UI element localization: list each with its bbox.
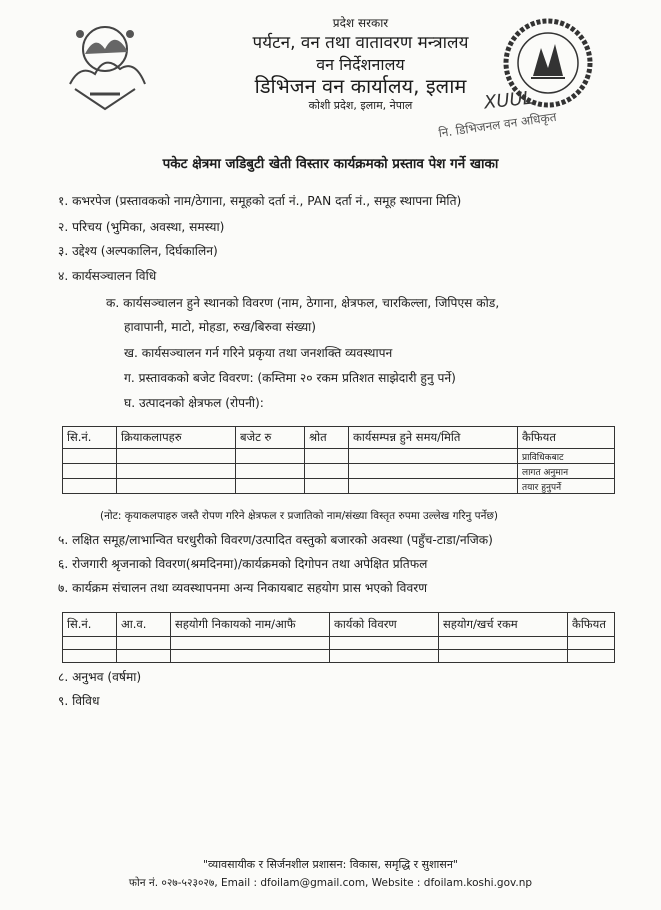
col-fiscal-year: आ.व. — [117, 613, 171, 637]
item-4-ka: क. कार्यसञ्चालन हुने स्थानको विवरण (नाम, ठेगाना, क्षेत्रफल, चारकिल्ला, जिपिएस कोड, — [106, 296, 500, 310]
item-4-kha: ख. कार्यसञ्चालन गर्न गरिने प्रकृया तथा जनशक्ति व्यवस्थापन — [124, 346, 393, 360]
item-4-ga: ग. प्रस्तावकको बजेट विवरण: (कम्तिमा २० रकम प्रतिशत साझेदारी हुनु पर्ने) — [124, 371, 456, 385]
item-6: ६. रोजगारी श्रृजनाको विवरण(श्रमदिनमा)/कार्यक्रमको दिगोपन तथा अपेक्षित प्रतिफल — [58, 557, 428, 571]
footer-slogan: "व्यावसायीक र सिर्जनशील प्रशासन: विकास, समृद्धि र सुशासन" — [203, 858, 458, 871]
signature: XUUL — [483, 87, 534, 114]
col-completion-date: कार्यसम्पन्न हुने समय/मिति — [349, 427, 518, 449]
col-remarks: कैफियत — [518, 427, 615, 449]
table-row — [63, 449, 615, 464]
remark-line-2: लागत अनुमान — [518, 464, 615, 479]
item-5: ५. लक्षित समूह/लाभान्वित घरधुरीको विवरण/उत्पादित वस्तुको बजारको अवस्था (पहुँच-टाडा/नजिक) — [58, 533, 493, 547]
col-remarks: कैफियत — [568, 613, 615, 637]
table-row — [63, 479, 615, 494]
col-support-agency: सहयोगी निकायको नाम/आफै — [171, 613, 330, 637]
item-4: ४. कार्यसञ्चालन विधि — [58, 269, 157, 283]
header-ministry: पर्यटन, वन तथा वातावरण मन्त्रालय — [252, 33, 469, 53]
item-4-gha: घ. उत्पादनको क्षेत्रफल (रोपनी): — [124, 396, 264, 410]
budget-table — [62, 426, 615, 494]
table-header-row — [63, 613, 615, 637]
item-3: ३. उद्देश्य (अल्पकालिन, दिर्घकालिन) — [58, 244, 218, 258]
header-office: डिभिजन वन कार्यालय, इलाम — [254, 74, 467, 98]
item-1: १. कभरपेज (प्रस्तावकको नाम/ठेगाना, समूहको दर्ता नं., PAN दर्ता नं., समूह स्थापना मिति) — [58, 194, 462, 208]
official-stamp: नि. डिभिजनल वन अधिकृत — [437, 109, 558, 141]
item-7: ७. कार्यक्रम संचालन तथा व्यवस्थापनमा अन्य निकायबाट सहयोग प्रास भएको विवरण — [58, 581, 428, 595]
col-activities: क्रियाकलापहरु — [117, 427, 236, 449]
table-header-row — [63, 427, 615, 449]
col-work-detail: कार्यको विवरण — [330, 613, 439, 637]
header-province: प्रदेश सरकार — [332, 16, 389, 30]
remark-line-3: तयार हुनुपर्ने — [518, 479, 615, 494]
note: (नोट: कृयाकलपाहरु जस्तै रोपण गरिने क्षेत्रफल र प्रजातिको नाम/संख्या विस्तृत रुपमा उल्लेख गरिनु पर्नेछ) — [100, 510, 498, 522]
col-budget: बजेट रु — [236, 427, 305, 449]
table-row — [63, 650, 615, 663]
table-row — [63, 464, 615, 479]
item-4-ka-cont: हावापानी, माटो, मोहडा, रुख/बिरुवा संख्या) — [124, 320, 317, 334]
col-source: श्रोत — [305, 427, 349, 449]
item-2: २. परिचय (भुमिका, अवस्था, समस्या) — [58, 220, 225, 234]
col-support-amount: सहयोग/खर्च रकम — [439, 613, 568, 637]
remark-line-1: प्राविधिकबाट — [518, 449, 615, 464]
col-sn: सि.नं. — [63, 427, 117, 449]
footer-contact: फोन नं. ०२७-५२३०२७, Email : dfoilam@gmail.com, Website : dfoilam.koshi.gov.np — [128, 877, 533, 889]
item-8: ८. अनुभव (वर्षमा) — [58, 670, 142, 684]
document-title: पकेट क्षेत्रमा जडिबुटी खेती विस्तार कार्यक्रमको प्रस्ताव पेश गर्ने खाका — [162, 156, 499, 172]
table-row — [63, 637, 615, 650]
header-directorate: वन निर्देशनालय — [316, 55, 405, 74]
item-9: ९. विविध — [58, 694, 100, 708]
col-sn: सि.नं. — [63, 613, 117, 637]
header-address: कोशी प्रदेश, इलाम, नेपाल — [308, 99, 413, 112]
support-table — [62, 612, 615, 663]
